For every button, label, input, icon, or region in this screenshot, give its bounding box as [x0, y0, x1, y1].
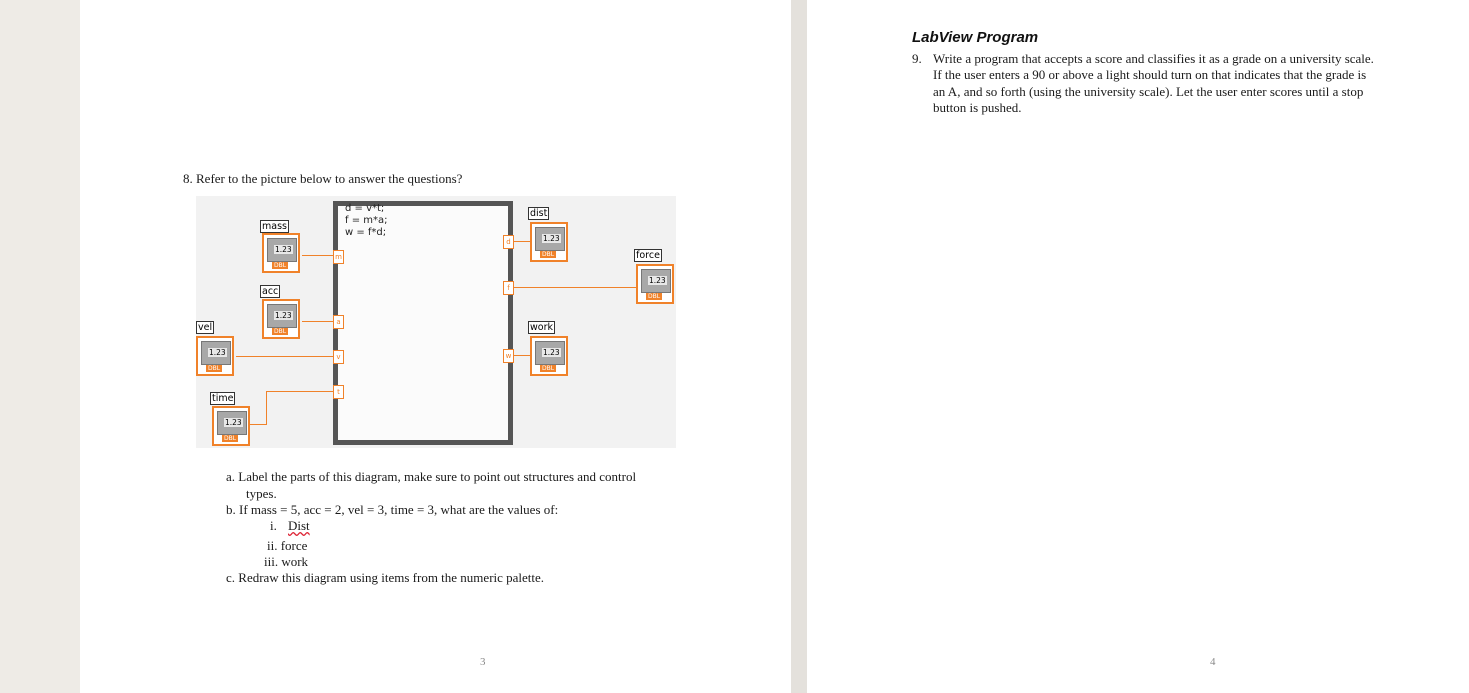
- control-mass-value: 1.23: [275, 245, 292, 254]
- question-9-line2: If the user enters a 90 or above a light should turn on that indicates that the grade is: [933, 67, 1367, 82]
- question-9-line3: an A, and so forth (using the university scale). Let the user enter scores until a stop: [933, 84, 1364, 99]
- item-b-iii: iii. work: [264, 554, 309, 569]
- wire-acc: [302, 321, 337, 322]
- item-b-i-text: Dist: [288, 518, 310, 533]
- control-vel-dbl: DBL: [208, 365, 221, 372]
- terminal-f: f: [503, 281, 514, 295]
- terminal-w: w: [503, 349, 514, 363]
- control-time-dbl: DBL: [224, 435, 237, 442]
- indicator-dist: [530, 222, 568, 262]
- label-vel: vel: [198, 322, 213, 333]
- control-time-value: 1.23: [225, 418, 242, 427]
- label-work: work: [530, 322, 553, 333]
- terminal-m: m: [333, 250, 344, 264]
- label-time: time: [212, 393, 234, 404]
- wire-time-h1: [250, 424, 266, 425]
- label-force: force: [636, 250, 660, 261]
- indicator-force-dbl: DBL: [648, 293, 661, 300]
- indicator-dist-dbl: DBL: [542, 251, 555, 258]
- wire-time-v: [266, 391, 267, 425]
- wire-force: [514, 287, 636, 288]
- item-a-line1: a. Label the parts of this diagram, make sure to point out structures and control: [226, 469, 637, 484]
- question-8: 8. Refer to the picture below to answer the questions?: [183, 171, 463, 186]
- question-9-line1: Write a program that accepts a score and classifies it as a grade on a university scale.: [933, 51, 1374, 66]
- item-a-line2: types.: [246, 486, 277, 501]
- control-vel-value: 1.23: [209, 348, 226, 357]
- label-acc: acc: [262, 286, 279, 297]
- page-4: [807, 0, 1469, 693]
- item-c: c. Redraw this diagram using items from the numeric palette.: [226, 570, 545, 585]
- control-mass[interactable]: [262, 233, 300, 273]
- indicator-dist-value: 1.23: [543, 234, 560, 243]
- section-title: LabView Program: [912, 29, 1039, 46]
- item-b-i-number: i.: [270, 518, 277, 533]
- terminal-v: v: [333, 350, 344, 364]
- wire-work: [514, 355, 530, 356]
- label-mass: mass: [262, 221, 287, 232]
- page-gap: [791, 0, 807, 693]
- control-acc[interactable]: [262, 299, 300, 339]
- label-dist: dist: [530, 208, 548, 219]
- terminal-t: t: [333, 385, 344, 399]
- control-vel[interactable]: [196, 336, 234, 376]
- indicator-work-dbl: DBL: [542, 365, 555, 372]
- control-time[interactable]: [212, 406, 250, 446]
- indicator-force: [636, 264, 674, 304]
- wire-time-h2: [266, 391, 337, 392]
- page-number-3: 3: [480, 656, 486, 668]
- page-number-4: 4: [1210, 656, 1216, 668]
- terminal-d: d: [503, 235, 514, 249]
- wire-dist: [514, 241, 530, 242]
- formula-text: d = v*t; f = m*a; w = f*d;: [345, 203, 388, 238]
- control-acc-value: 1.23: [275, 311, 292, 320]
- control-acc-dbl: DBL: [274, 328, 287, 335]
- page-3: [80, 0, 791, 693]
- wire-vel: [236, 356, 337, 357]
- terminal-a: a: [333, 315, 344, 329]
- indicator-work-value: 1.23: [543, 348, 560, 357]
- control-mass-dbl: DBL: [274, 262, 287, 269]
- wire-mass: [302, 255, 337, 256]
- question-9-line4: button is pushed.: [933, 100, 1022, 115]
- indicator-force-value: 1.23: [649, 276, 666, 285]
- indicator-work: [530, 336, 568, 376]
- labview-block-diagram: [196, 196, 676, 448]
- question-9-number: 9.: [912, 51, 922, 66]
- item-b: b. If mass = 5, acc = 2, vel = 3, time = 3, what are the values of:: [226, 502, 559, 517]
- item-b-ii: ii. force: [267, 538, 308, 553]
